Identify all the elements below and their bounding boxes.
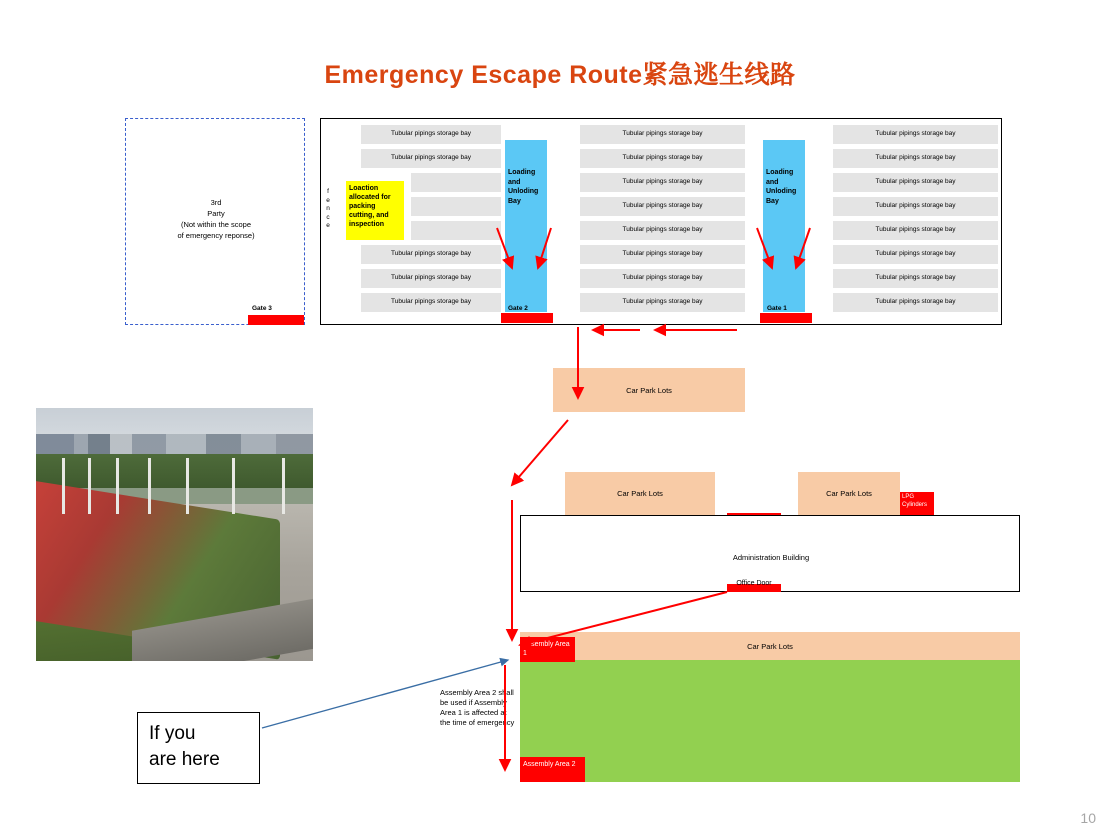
storage-bay: Tubular pipings storage bay [580, 149, 745, 168]
callout-line-1: If you [149, 723, 196, 744]
third-party-line-2: Party [207, 209, 225, 218]
green-field-area [520, 660, 1020, 782]
lpg-cylinders-marker: LPG Cylinders [900, 492, 934, 515]
storage-bay: Tubular pipings storage bay [833, 269, 998, 288]
packing-area-note: Loaction allocated for packing cutting, and inspection [346, 181, 404, 240]
page-number: 10 [1080, 810, 1096, 826]
storage-bay: Tubular pipings storage bay [580, 245, 745, 264]
fence-letter-e2: e [326, 222, 330, 229]
photo-pole [282, 458, 285, 514]
photo-pole [88, 458, 91, 514]
third-party-line-3: (Not within the scope [180, 220, 252, 229]
photo-pole [62, 458, 65, 514]
storage-bay: Tubular pipings storage bay [833, 197, 998, 216]
you-are-here-callout [137, 712, 260, 784]
storage-bay: Tubular pipings storage bay [580, 293, 745, 312]
assembly-area-2-marker: Assembly Area 2 [520, 757, 585, 782]
storage-bay: Tubular pipings storage bay [833, 149, 998, 168]
callout-line-2: are here [149, 749, 220, 770]
gate-3-label: Gate 3 [252, 305, 272, 312]
gate-1-label: Gate 1 [767, 305, 787, 312]
storage-bay [411, 173, 501, 192]
storage-bay: Tubular pipings storage bay [580, 269, 745, 288]
storage-bay: Tubular pipings storage bay [833, 221, 998, 240]
photo-pole [232, 458, 235, 514]
car-park-lots-top: Car Park Lots [553, 368, 745, 412]
storage-bay: Tubular pipings storage bay [833, 173, 998, 192]
photo-pole [116, 458, 119, 514]
storage-bay: Tubular pipings storage bay [833, 245, 998, 264]
fence-letter-n: n [326, 205, 330, 212]
gate-3-marker [248, 315, 304, 325]
loading-unloading-bay-2: Loading and Unloding Bay [505, 140, 547, 312]
storage-bay: Tubular pipings storage bay [580, 173, 745, 192]
fence-letter-e: e [326, 196, 330, 204]
fence-letter-f: f [327, 188, 329, 195]
photo-poles [36, 458, 313, 516]
storage-bay: Tubular pipings storage bay [833, 125, 998, 144]
storage-bay: Tubular pipings storage bay [361, 125, 501, 144]
gate-2-marker [501, 313, 553, 323]
loading-unloading-bay-1: Loading and Unloding Bay [763, 140, 805, 312]
office-door-lower-label: Office Door [736, 580, 772, 587]
storage-bay [411, 221, 501, 240]
third-party-area [125, 118, 305, 325]
assembly-area-1-marker: Assembly Area 1 [520, 637, 575, 662]
third-party-line-1: 3rd [210, 198, 222, 207]
fence-label [323, 188, 333, 231]
storage-bay: Tubular pipings storage bay [580, 221, 745, 240]
storage-bay: Tubular pipings storage bay [833, 293, 998, 312]
car-park-lots-bottom: Car Park Lots [520, 632, 1020, 660]
assembly-area-note: Assembly Area 2 shall be used if Assembly Area 1 is affected at the time of emergency [440, 688, 515, 727]
third-party-label [126, 197, 306, 241]
storage-bay [411, 197, 501, 216]
gate-2-label: Gate 2 [508, 305, 528, 312]
page-title: Emergency Escape Route紧急逃生线路 [324, 61, 796, 89]
gate-1-marker [760, 313, 812, 323]
administration-building-label: Administration Building [732, 553, 810, 562]
photo-pole [148, 458, 151, 514]
third-party-line-4: of emergency reponse) [177, 231, 255, 240]
storage-bay: Tubular pipings storage bay [361, 149, 501, 168]
storage-bay: Tubular pipings storage bay [580, 125, 745, 144]
car-park-lots-right: Car Park Lots [798, 472, 900, 515]
storage-bay: Tubular pipings storage bay [580, 197, 745, 216]
storage-bay: Tubular pipings storage bay [361, 245, 501, 264]
site-photograph [36, 408, 313, 661]
storage-bay: Tubular pipings storage bay [361, 269, 501, 288]
photo-pole [186, 458, 189, 514]
fence-letter-c: c [326, 213, 330, 221]
storage-bay: Tubular pipings storage bay [361, 293, 501, 312]
car-park-lots-left: Car Park Lots [565, 472, 715, 515]
